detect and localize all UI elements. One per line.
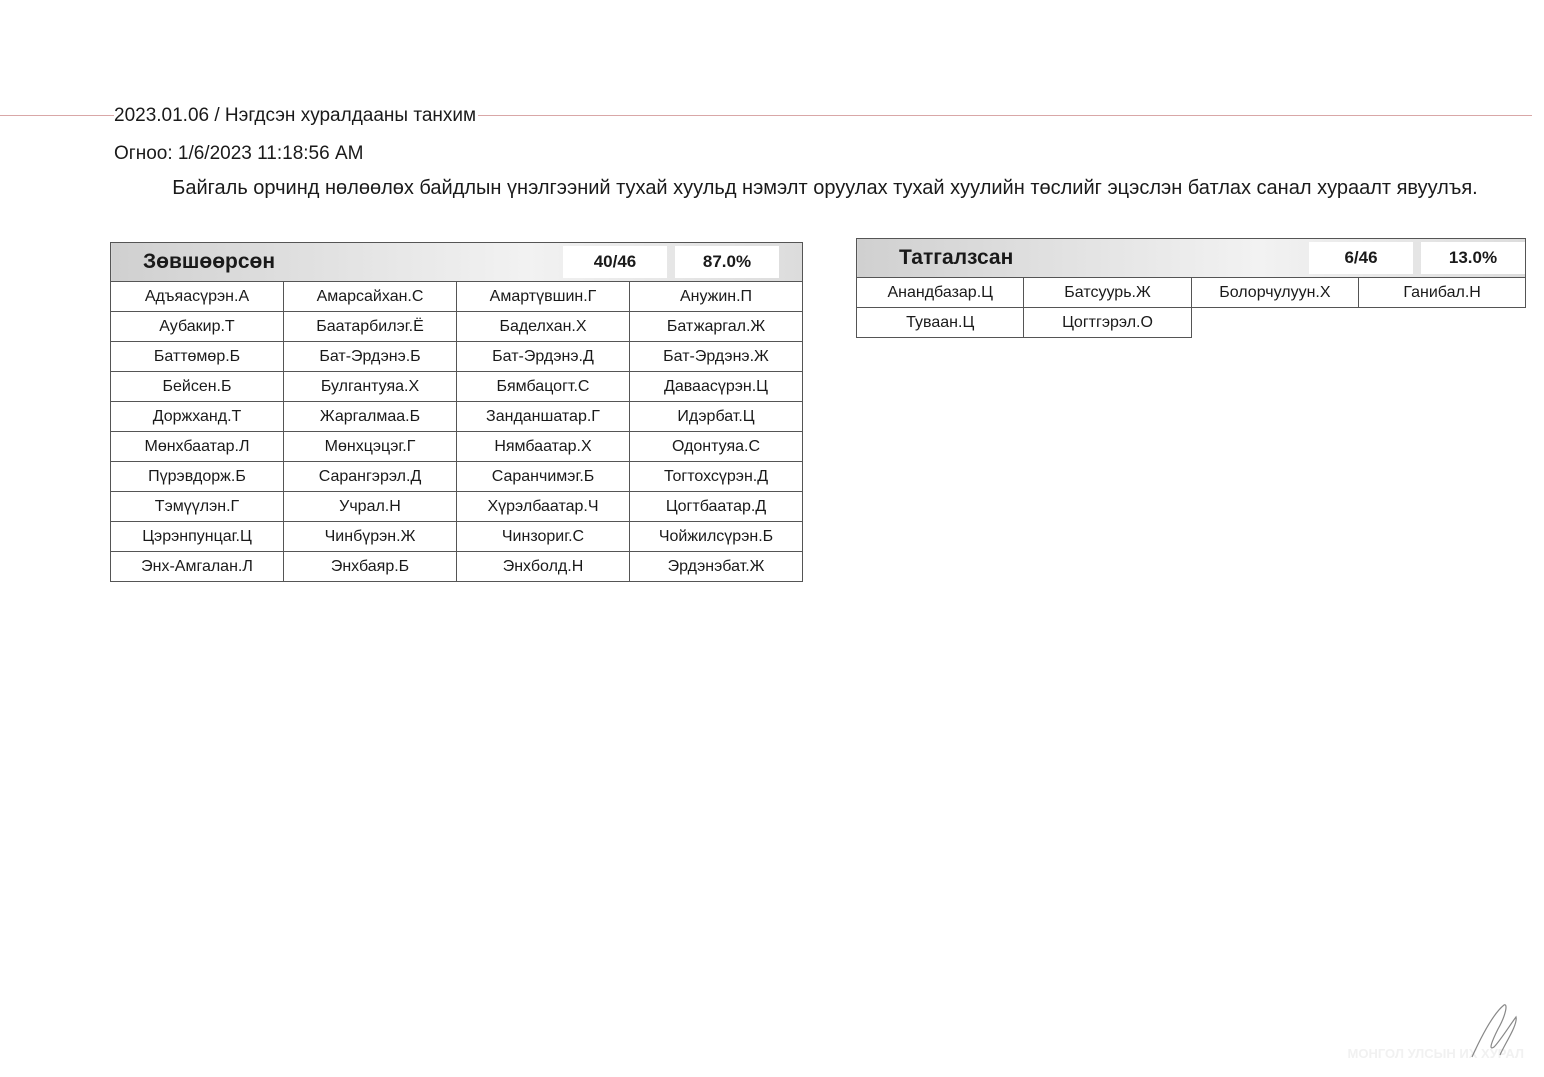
member-name-cell: Мөнхцэцэг.Г xyxy=(284,432,457,462)
approved-label: Зөвшөөрсөн xyxy=(143,250,276,273)
member-name-cell: Анужин.П xyxy=(630,282,803,312)
table-row xyxy=(857,278,1526,308)
member-name-cell: Доржханд.Т xyxy=(111,402,284,432)
member-name-cell: Хүрэлбаатар.Ч xyxy=(457,492,630,522)
empty-cell xyxy=(1359,308,1526,338)
member-name-cell: Энхболд.Н xyxy=(457,552,630,582)
member-name-cell: Сарангэрэл.Д xyxy=(284,462,457,492)
member-name-cell: Туваан.Ц xyxy=(857,308,1024,338)
approved-count: 40/46 xyxy=(563,246,667,278)
member-name-cell: Баттөмөр.Б xyxy=(111,342,284,372)
member-name-cell: Мөнхбаатар.Л xyxy=(111,432,284,462)
parliament-watermark: МОНГОЛ УЛСЫН ИХ ХУРАЛ xyxy=(1347,1046,1524,1061)
member-name-cell: Аубакир.Т xyxy=(111,312,284,342)
member-name-cell: Чинбүрэн.Ж xyxy=(284,522,457,552)
vote-title: Байгаль орчинд нөлөөлөх байдлын үнэлгээний тухай хуульд нэмэлт оруулах тухай хуулийн төслийг эцэслэн батлах санал хураалт явуулъя. xyxy=(172,177,1478,199)
table-row xyxy=(111,282,803,312)
member-name-cell: Бат-Эрдэнэ.Ж xyxy=(630,342,803,372)
approved-percent: 87.0% xyxy=(675,246,779,278)
member-name-cell: Тэмүүлэн.Г xyxy=(111,492,284,522)
member-name-cell: Цогтгэрэл.О xyxy=(1024,308,1191,338)
member-name-cell: Батсуурь.Ж xyxy=(1024,278,1191,308)
member-name-cell: Саранчимэг.Б xyxy=(457,462,630,492)
approved-table xyxy=(110,242,803,582)
table-row xyxy=(111,402,803,432)
member-name-cell: Даваасүрэн.Ц xyxy=(630,372,803,402)
session-line: 2023.01.06 / Нэгдсэн хуралдааны танхим xyxy=(114,105,477,126)
member-name-cell: Батжаргал.Ж xyxy=(630,312,803,342)
member-name-cell: Бямбацогт.С xyxy=(457,372,630,402)
member-name-cell: Энх-Амгалан.Л xyxy=(111,552,284,582)
table-row xyxy=(111,492,803,522)
member-name-cell: Занданшатар.Г xyxy=(457,402,630,432)
member-name-cell: Болорчулуун.Х xyxy=(1191,278,1359,308)
member-name-cell: Адъяасүрэн.А xyxy=(111,282,284,312)
member-name-cell: Учрал.Н xyxy=(284,492,457,522)
member-name-cell: Одонтуяа.С xyxy=(630,432,803,462)
table-row xyxy=(111,462,803,492)
table-row xyxy=(111,522,803,552)
member-name-cell: Пүрэвдорж.Б xyxy=(111,462,284,492)
rejected-label: Татгалзсан xyxy=(899,246,1014,269)
table-row xyxy=(111,312,803,342)
member-name-cell: Амарсайхан.С xyxy=(284,282,457,312)
member-name-cell: Энхбаяр.Б xyxy=(284,552,457,582)
member-name-cell: Баатарбилэг.Ё xyxy=(284,312,457,342)
member-name-cell: Чойжилсүрэн.Б xyxy=(630,522,803,552)
rejected-table xyxy=(856,238,1526,338)
member-name-cell: Идэрбат.Ц xyxy=(630,402,803,432)
member-name-cell: Ганибал.Н xyxy=(1359,278,1526,308)
member-name-cell: Бейсен.Б xyxy=(111,372,284,402)
empty-cell xyxy=(1191,308,1359,338)
date-line: Огноо: 1/6/2023 11:18:56 AM xyxy=(114,143,364,164)
table-row xyxy=(111,342,803,372)
member-name-cell: Бат-Эрдэнэ.Б xyxy=(284,342,457,372)
signature-icon xyxy=(1464,995,1524,1065)
member-name-cell: Анандбазар.Ц xyxy=(857,278,1024,308)
member-name-cell: Баделхан.Х xyxy=(457,312,630,342)
member-name-cell: Цогтбаатар.Д xyxy=(630,492,803,522)
table-row xyxy=(111,552,803,582)
member-name-cell: Цэрэнпунцаг.Ц xyxy=(111,522,284,552)
rejected-percent: 13.0% xyxy=(1421,242,1525,274)
rejected-count: 6/46 xyxy=(1309,242,1413,274)
member-name-cell: Чинзориг.С xyxy=(457,522,630,552)
member-name-cell: Эрдэнэбат.Ж xyxy=(630,552,803,582)
table-row xyxy=(111,372,803,402)
member-name-cell: Тогтохсүрэн.Д xyxy=(630,462,803,492)
member-name-cell: Нямбаатар.Х xyxy=(457,432,630,462)
table-row xyxy=(857,308,1526,338)
member-name-cell: Булгантуяа.Х xyxy=(284,372,457,402)
member-name-cell: Жаргалмаа.Б xyxy=(284,402,457,432)
table-row xyxy=(111,432,803,462)
member-name-cell: Бат-Эрдэнэ.Д xyxy=(457,342,630,372)
member-name-cell: Амартүвшин.Г xyxy=(457,282,630,312)
